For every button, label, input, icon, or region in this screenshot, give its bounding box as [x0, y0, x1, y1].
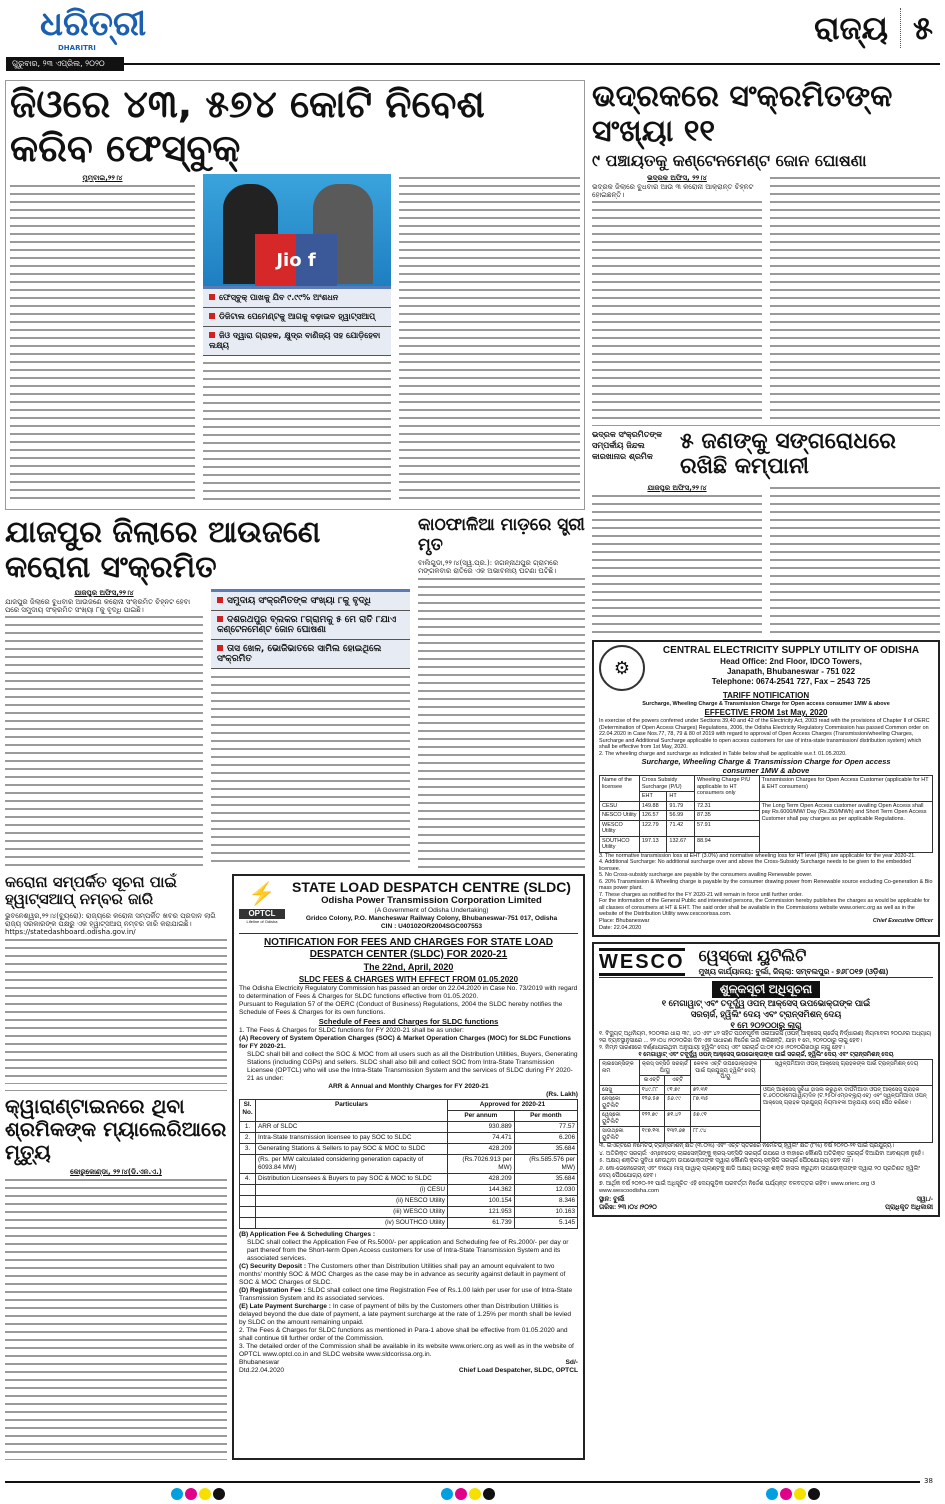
article-lead: ବାଲିଗୁଡା,୨୨।୪(ସ୍ୱ.ପ୍ର.): ଜଗନ୍ନାଥପୁର ଗ୍ରାମରେ ମଙ୍ଗଳବାର ରାତିରେ ଏକ ଅଭାବନୀୟ ଘଟଣା ଘଟିଛି। [418, 559, 585, 575]
transmission-tower-icon: ⚡ [248, 881, 276, 906]
table-header: ଏଚ୍‌ଟି [665, 1076, 691, 1086]
table-header: Transmission Charges for Open Access Customer (applicable for HT & EHT consumers) [759, 776, 932, 802]
table-cell: ୱେସ୍କୋ ୟୁଟିଲିଟି [600, 1111, 640, 1127]
article-body-text [770, 174, 940, 420]
section-title: (A) Recovery of System Operation Charges (SOC) & Market Operation Charges (MOC) for SLDC Functions for FY 2020-21. [239, 1035, 571, 1050]
table-cell: ARR of SLDC [256, 1122, 448, 1133]
table-cell [240, 1218, 256, 1229]
table-cell [240, 1207, 256, 1218]
date: ତାରିଖ: ୨୩।୦୪।୨୦୨୦ [599, 1203, 657, 1211]
article-body-text [770, 484, 940, 635]
table-cell: ୭୨.୩୧ [690, 1085, 760, 1095]
table-row [600, 801, 933, 811]
dateline: ମୁମ୍ବାଇ,୨୨।୪ [10, 174, 195, 183]
place: Bhubaneswar [239, 1359, 280, 1366]
article-bhadrak [592, 80, 940, 420]
table-row [240, 1218, 578, 1229]
dateline: ଯାଜପୁର ଅଫିସ,୨୨।୪ [5, 589, 203, 598]
table-cell: 132.67 [667, 836, 695, 852]
page-number: ୫ [900, 8, 933, 48]
table-cell: 72.31 [695, 801, 760, 811]
table-cell: 3. [240, 1144, 256, 1155]
table-cell: 57.91 [695, 820, 760, 836]
table-header: Cross Subsidy Surcharge (P/U) [639, 776, 694, 792]
table-cell: 122.79 [639, 820, 667, 836]
article-jio-facebook [5, 80, 585, 510]
notice-title: NOTIFICATION FOR FEES AND CHARGES FOR STATE LOAD DESPATCH CENTER (SLDC) FOR 2020-21 [263, 937, 554, 960]
place: Place: Bhubaneswar [599, 917, 650, 924]
article-body-text [418, 559, 585, 868]
table-row [240, 1196, 578, 1207]
table-header: EHT [639, 792, 667, 802]
note-item: 7. These charges as notified for the FY 2020-21 will remain in force until further order. [599, 891, 803, 898]
table-cell: 100.154 [447, 1196, 514, 1207]
table-cell: ୫୭.୯୧ [690, 1111, 760, 1127]
table-header: ଲାଇସେନ୍ସିଙ୍କ ନାମ [600, 1060, 640, 1086]
table-cell: ୯୧.୭୯ [665, 1085, 691, 1095]
highlight-item: ଡିଜିଟାଲ ପେମେଣ୍ଟକୁ ଆଗକୁ ବଢ଼ାଇବ ହ୍ୱାଟ୍ସଆପ୍ [203, 308, 391, 327]
section-title: (B) Application Fee & Scheduling Charges : [239, 1231, 376, 1238]
section-header [814, 8, 933, 48]
note-item: ୬. କୋ-ଜେନେରେସନ୍ ଏବଂ ବାୟୋ ମାସ୍ ପାୱାର୍ ପ୍ଲାଣ୍ଟକୁ ଛାଡି ଅକ୍ଷୟ ଉତ୍ସରୁ ଶକ୍ତି ହାସଲ କରୁଥିବା ଉପଭୋକ୍ତାଙ୍କ ଦ୍ୱାରା ୨୦ ପ୍ରତିଶତ ହ୍ୱିଲିଂ ଦେୟ ପୈଠଯୋଗ୍ୟ ହେବ। [599, 1165, 921, 1179]
table-cell: 149.88 [639, 801, 667, 811]
article-body-text [5, 1168, 227, 1460]
registration-marks [765, 1485, 821, 1504]
cesu-charges-table [599, 775, 933, 853]
paragraph: SLDC shall collect one time Registration Fee of Rs.1.00 lakh per user for use of Intra-State Transmission System and its associated services. [239, 1287, 573, 1302]
table-header: Name of the licensee [600, 776, 640, 802]
date: Dtd.22.04.2020 [239, 1367, 285, 1374]
table-header: Approved for 2020-21 [447, 1100, 577, 1111]
highlight-item: ସମୁଦାୟ ସଂକ୍ରମିତଙ୍କ ସଂଖ୍ୟା ୮କୁ ବୃଦ୍ଧି [211, 592, 410, 611]
table-cell: 12.030 [514, 1185, 577, 1196]
headline: କାଠଫାଳିଆ ମାଡ଼ରେ ସ୍ତ୍ରୀ ମୃତ [418, 515, 585, 555]
paragraph: ୨. ନିମ୍ନ ସାରଣୀରେ ବର୍ଣ୍ଣାଯାଇଥିବା ଅନୁଯାୟୀ ହ୍ୱିଲିଂ ଦେୟ ଏବଂ ସରଚାର୍ଜ ତା:୦୧।୦୫।୨୦୨୦ରିଖଠାରୁ ଲାଗୁ ହେବ। [599, 1044, 845, 1051]
registration-marks [170, 1485, 226, 1504]
wesco-charges-table [599, 1059, 933, 1143]
address: Janapath, Bhubaneswar - 751 022 [726, 667, 856, 676]
table-cell: 71.42 [667, 820, 695, 836]
notice-title: TARIFF NOTIFICATION [722, 691, 810, 700]
place: ସ୍ଥାନ: ବୁର୍ଲା [599, 1195, 625, 1203]
highlight-item: ତାସ ଖେଳ, ଭୋଜିଭାତରେ ସାମିଲ ହୋଇଥିଲେ ସଂକ୍ରମିତ [211, 640, 410, 669]
subheadline: ୯ ପଞ୍ଚାୟତକୁ କଣ୍ଟେନମେଣ୍ଟ ଜୋନ ଘୋଷଣା [592, 151, 867, 170]
notice-date: The 22nd, April, 2020 [363, 962, 454, 972]
table-row [240, 1133, 578, 1144]
org-status: (A Government of Odisha Undertaking) [374, 907, 489, 914]
note-item: 3. The normative transmission loss at EHT (3.0%) and normative wheeling loss for HT level (8%) are applicable for the year 2020-21. [599, 852, 916, 859]
phone: Telephone: 0674-2541 727, Fax – 2543 725 [711, 677, 871, 686]
table-cell: 5.145 [514, 1218, 577, 1229]
table-cell: (i) CESU [256, 1185, 448, 1196]
issue-date: ଗୁରୁବାର, ୨୩ ଏପ୍ରିଲ, ୨୦୨୦ [6, 57, 124, 71]
table-cell: ୫୬.୯୯ [665, 1095, 691, 1111]
table-cell: Generating Stations & Sellers to pay SOC & MOC to SLDC [256, 1144, 448, 1155]
table-cell: ୧୪୯.୮୮ [639, 1085, 664, 1095]
table-cell: 91.79 [667, 801, 695, 811]
signature: ସ୍ୱା./- [916, 1195, 933, 1203]
org-address: Gridco Colony, P.O. Mancheswar Railway Colony, Bhubaneswar-751 017, Odisha [305, 915, 558, 922]
highlight-item: ଦଶରଥପୁର ବ୍ଲକର ୮ଗ୍ରାମକୁ ୫ ମେ ରାତି ୮ଯାଏ କଣ୍ଟେନମେଣ୍ଟ ଜୋନ ଘୋଷଣା [211, 611, 410, 640]
article-whatsapp-number [5, 874, 227, 1084]
table-header: Wheeling Charge P/U applicable to HT consumers only [695, 776, 760, 802]
paragraph: 2. The Fees & Charges for SLDC functions as mentioned in Para-1 above shall be effective from 01.05.2020 and shall continue till further order of the Commission. [239, 1327, 568, 1342]
optcl-tagline: Lifeline of Odisha [246, 919, 278, 924]
dateline: କୋରୁକୋଣ୍ଡା, ୨୨।୪(ଡି.ଏନ.ଏ.) [5, 1168, 227, 1177]
paragraph: Pursuant to Regulation 57 of the OERC (Conduct of Business) Regulations, 2004 the SLDC hereby notifies the Schedule of Fees & Charges for its own functions. [239, 1001, 563, 1016]
headline: ୫ ଜଣଙ୍କୁ ସଙ୍ଗରୋଧରେ ରଖିଛି କମ୍ପାନୀ [680, 429, 896, 480]
optcl-logo [239, 879, 285, 931]
table-header: ସ୍ୱଳ୍ପମିଆଦୀ ଓପନ୍ ଆକ୍ସେସ୍ ଗ୍ରାହକଙ୍କ ପାଇଁ ଟ୍ରାନ୍ସମିଶନ୍ ଦେୟ [761, 1060, 933, 1086]
headline: ଯାଜପୁର ଜିଲାରେ ଆଉଜଣେ କରୋନା ସଂକ୍ରମିତ [5, 515, 321, 585]
article-body-text [592, 174, 762, 420]
table-cell: 10.163 [514, 1207, 577, 1218]
wesco-logo: WESCO [599, 948, 685, 976]
headline: ଭଦ୍ରକରେ ସଂକ୍ରମିତଙ୍କ ସଂଖ୍ୟା ୧୧ [592, 79, 893, 149]
table-cell: ସାଉଥ୍‌କୋ ୟୁଟିଲିଟି [600, 1127, 640, 1143]
table-row [240, 1207, 578, 1218]
photo-jio-facebook [203, 174, 391, 505]
article-body-text [399, 174, 580, 505]
cesu-title: CENTRAL ELECTRICITY SUPPLY UTILITY OF ODISHA [662, 645, 920, 656]
table-cell: SOUTHCO Utility [600, 836, 640, 852]
org-cin: CIN : U40102OR2004SGC007553 [380, 923, 483, 930]
headline: କ୍ୱାରାଣ୍ଟାଇନରେ ଥିବା ଶ୍ରମିକଙ୍କ ମ୍ୟାଲେରିଆରେ ମୃତ୍ୟୁ [5, 1094, 227, 1164]
table-cell: 126.57 [639, 811, 667, 821]
headline: କରୋନା ସମ୍ପର୍କିତ ସୂଚନା ପାଇଁ ହ୍ୱାଟ୍ସଆପ୍ ନମ୍ବର ଜାରି [5, 873, 177, 909]
article-lead: ଭୁବନେଶ୍ୱର,୨୨।୪(ବ୍ୟୁରୋ): ରାଜ୍ୟରେ କରୋନା ସମ୍ପର୍କିତ ଖବର ପ୍ରଦାନ ଲାଗି ରାଜ୍ୟ ସରକାରଙ୍କ ପକ୍ଷରୁ ଏକ ହ୍ୱାଟ୍ସଆପ୍ ନମ୍ବର ଜାରି କରାଯାଇଛି। https://statedashboard.odisha.gov.in/ [5, 912, 227, 936]
table-title: ୧ ମେଗାୱାଟ୍ ଏବଂ ତଦୂର୍ଦ୍ଧ୍ୱ ଓପନ୍ ଆକ୍ସେସ୍ ଉପଭୋକ୍ତାଙ୍କ ପାଇଁ ସରଚାର୍ଜ, ହ୍ୱିଲିଂ ଦେୟ ଏବଂ ଟ୍ରାନ୍ସମିଶନ୍ ଦେୟ [638, 1051, 894, 1058]
table-cell: 428.209 [447, 1174, 514, 1185]
note-item: 6. 20% Transmission & Wheeling charge is payable by the consumer drawing power from Renewable source excluding Co-generation & Bio mass power plant. [599, 878, 933, 891]
table-row [240, 1155, 578, 1174]
notice-subtitle: ସରଚାର୍ଜ, ହ୍ୱିଲିଂ ଦେୟ ଏବଂ ଟ୍ରାନ୍ସମିଶନ୍ ଦେୟ [690, 1008, 842, 1019]
note-item: 5. No Cross-subsidy surcharge are payable by the consumers availing Renewable power. [599, 872, 813, 878]
table-cell: 35.684 [514, 1174, 577, 1185]
article-lead: ଭଦ୍ରକ ଜିଲାରେ ବୁଧବାର ଆଉ ୩ କରୋନା ଆକ୍ରାନ୍ତ ଚିହ୍ନଟ ହୋଇଛନ୍ତି। [592, 183, 762, 199]
org-name: Odisha Power Transmission Corporation Limited [321, 895, 542, 906]
notice-effect: SLDC FEES & CHARGES WITH EFFECT FROM 01.05.2020 [298, 975, 519, 984]
section-title: (E) Late Payment Surcharge : [239, 1303, 331, 1310]
section-title: ରାଜ୍ୟ [814, 9, 889, 47]
table-header: Per annum [447, 1111, 514, 1122]
table-cell: (ii) NESCO Utility [256, 1196, 448, 1207]
note-item: ୭. ଆର୍ଥିକ ବର୍ଷ ୨୦୨୦-୨୧ ପାଇଁ ଅଧିସୂଚିତ ଏହି ଦେୟଗୁଡ଼ିକ ପରବର୍ତ୍ତୀ ନିର୍ଦ୍ଦେଶ ପର୍ଯ୍ୟନ୍ତ ବଳବତ୍ତର ରହିବ। www.orierc.org ଓ www.wescoodisha.com [599, 1180, 875, 1194]
table-cell: 88.94 [695, 836, 760, 852]
table-cell: 197.13 [639, 836, 667, 852]
table-cell: Intra-State transmission licensee to pay SOC to SLDC [256, 1133, 448, 1144]
notice-subtitle: ୧ ମେଗାୱାଟ୍ ଏବଂ ତଦୂର୍ଦ୍ଧ୍ୱ ଓପନ୍ ଆକ୍ସେସ୍ ଉପଭୋକ୍ତାଙ୍କ ପାଇଁ [661, 997, 871, 1008]
table-cell: 4. [240, 1174, 256, 1185]
article-body-text [211, 673, 410, 868]
signatory: ପ୍ରାଧିକୃତ ଅଧିକାରୀ [885, 1203, 933, 1211]
dateline: ଯାଜପୁର ଅଫିସ,୨୨।୪ [592, 484, 762, 493]
note-item: ୫. ଅକ୍ଷୟ ଶକ୍ତିର ସୁବିଧା ନେଉଥିବା ଉପଭୋକ୍ତାଙ୍କ ଦ୍ୱାରା କୌଣସି କ୍ରସ୍-ସବ୍‌ସିଡି ସରଚାର୍ଜ ପୈଠଯୋଗ୍ୟ ହେବ ନାହିଁ। [599, 1158, 853, 1164]
table-cell: ୧୩୨.୬୭ [665, 1127, 691, 1143]
table-cell: (iii) WESCO Utility [256, 1207, 448, 1218]
table-row [240, 1122, 578, 1133]
table-cell: ୮୭.୩୫ [690, 1095, 760, 1111]
address: ମୁଖ୍ୟ କାର୍ଯ୍ୟାଳୟ: ବୁର୍ଲା, ଜିଲ୍ଲା: ସମ୍ବଲପୁର - ୭୬୮୦୧୭ (ଓଡ଼ିଶା) [698, 966, 889, 976]
paragraph: In case of payment of bills by the Customers other than Distribution Utilities is delayed beyond the due date of payment, a late payment surcharge at the rate of 1.25% per month shall be levied by SLDC on the amount remaining unpaid. [239, 1303, 572, 1326]
table-row [240, 1185, 578, 1196]
table-title: Surcharge, Wheeling Charge & Transmission Charge for Open access consumer 1MW & above [641, 757, 891, 775]
table-cell: NESCO Utility [600, 811, 640, 821]
note-item: ୩. ଇଏଚ୍‌ଟିରେ ନର୍ମେଟିଭ୍ ଟ୍ରାନ୍ସମିଶନ୍ କ୍ଷତି (୩.୦%) ଏବଂ ଏଚ୍‌ଟି ସ୍ତରରେ ନର୍ମେଟିଭ୍ ହ୍ୱିଲିଂ କ୍ଷତି (୮%) ବର୍ଷ ୨୦୨୦-୨୧ ପାଇଁ ପ୍ରଯୁଜ୍ୟ। [599, 1143, 895, 1149]
table-cell: 2. [240, 1133, 256, 1144]
sldc-title: STATE LOAD DESPATCH CENTRE (SLDC) [292, 879, 571, 895]
signature: Sd/- [565, 1359, 578, 1366]
note-item: 4. Additional Surcharge: No additional surcharge over and above the Cross-Subsidy Surcharge needs to be given to the embedded licensee. [599, 859, 912, 872]
table-cell: ସେସୁ [600, 1085, 640, 1095]
table-cell [240, 1155, 256, 1174]
schedule-title: Schedule of Fees and Charges for SLDC functions [318, 1017, 499, 1026]
article-kathphalia [418, 516, 585, 868]
effective-date: ୧ ମେ ୨୦୨୦ଠାରୁ ଲାଗୁ [730, 1019, 802, 1030]
table-cell [240, 1196, 256, 1207]
paragraph: 2. The wheeling charge and surcharge as indicated in Table below shall be applicable w.e.f. 01.05.2020. [599, 750, 847, 757]
highlight-item: ଜିଓ ଦ୍ୱାରା ଗ୍ରାହକ, କ୍ଷୁଦ୍ର ବାଣିଜ୍ୟ ସହ ଯୋଡ଼ିହେବା ଲକ୍ଷ୍ୟ [203, 327, 391, 356]
left-column [5, 80, 585, 1460]
masthead-rule [124, 63, 940, 65]
article-jajpur [5, 516, 410, 868]
dateline: ଭଦ୍ରକ ଅଫିସ, ୨୨।୪ [592, 174, 762, 183]
paragraph: ୧. ବିଦ୍ୟୁତ୍ ଅଧିନିୟମ, ୨୦୦୩ର ଧାରା ୩୯, ୪୦ ଏବଂ ୪୨ ସହିତ ପଠନପୂର୍ବକ ଓଇଆରସି (ଓପନ୍ ଆକ୍ସେସ୍ ଚାର୍ଜେସ୍ ନିର୍ଦ୍ଧାରଣ) ନିୟମାବଳୀ ୨୦୦୬ର ଅଧ୍ୟାୟ ୨ର ବ୍ୟବସ୍ଥାନୁସାରେ ... ୨୨।୦୪।୨୦୨୦ରିଖ ଦିନ ଏକ ସାଧାରଣ ନିର୍ଦ୍ଦେଶ ଜାରି କରିଛନ୍ତି, ଯାହା ୧ ମେ, ୨୦୨୦ଠାରୁ ଲାଗୁ ହେବ। [599, 1030, 931, 1044]
sldc-charges-table [239, 1099, 578, 1229]
paragraph: 1. The Fees & Charges for SLDC functions for FY 2020-21 shall be as under: [239, 1027, 464, 1034]
table-row [240, 1174, 578, 1185]
signatory: Chief Executive Officer [872, 917, 933, 924]
table-row [600, 1085, 933, 1095]
table-header: HT [667, 792, 695, 802]
table-cell: 930.889 [447, 1122, 514, 1133]
table-cell: 6.206 [514, 1133, 577, 1144]
article-body-text [5, 912, 227, 1085]
optcl-logo-text: OPTCL [239, 909, 285, 919]
table-cell: 121.953 [447, 1207, 514, 1218]
table-header: କେବଳ ଏଚ୍‌ଟି ଉପଭୋକ୍ତାଙ୍କ ପାଇଁ ପ୍ରଯୁଜ୍ୟ ହ୍ୱିଲିଂ ଦେୟ ପି/ୟୁ [690, 1060, 760, 1086]
table-cell: 61.739 [447, 1218, 514, 1229]
article-quarantine-malaria [5, 1090, 227, 1460]
table-cell: ୧୨୬.୫୭ [639, 1095, 664, 1111]
registration-marks [440, 1485, 496, 1504]
transmission-charge-text: The Long Term Open Access customer availing Open Access shall pay Rs.6000/MW/ Day (Rs.250/MWh) and Short Term Open Access Customer shall pay charges as per applicable Regulations. [759, 801, 932, 852]
article-lead: ଯାଜପୁର ଜିଲାରେ ବୁଧବାର ଆଉଜଣେ କରୋନା ସଂକ୍ରମିତ ଚିହ୍ନଟ ହେବା ପରେ ସମୁଦାୟ ସଂକ୍ରମିତ ସଂଖ୍ୟା ୮କୁ ବୃଦ୍ଧି ପାଇଛି। [5, 598, 203, 614]
paragraph: In exercise of the powers conferred under Sections 39,40 and 42 of the Electricity Act, 2003 read with the provisions of Chapter II of OERC (Determination of Open Access Charges) Regulations, 2006, the Odisha Electricity Regulatory Commission has passed Common order on 22.04.2020 in Case Nos.77, 78, 79 & 80 of 2019 with regard to approval of Open Access Charges (Transmission/wheeling Charges, Surcharge and Additional Surcharge applicable to open access customers for use of intra-state transmission/ distribution system) which shall be effective from 1st May, 2020. [599, 718, 930, 750]
table-cell: (Rs.585.576 per MW) [514, 1155, 577, 1174]
table-cell: 35.684 [514, 1144, 577, 1155]
cesu-advertisement [592, 640, 940, 937]
jio-facebook-logo-cube: Jio f [255, 234, 337, 286]
table-title: ARR & Annual and Monthly Charges for FY 2020-21 [328, 1083, 489, 1090]
notice-title: ଶୁଳ୍କସୂଚୀ ଅଧିସୂଚନା [712, 981, 820, 998]
table-cell: WESCO Utility [600, 820, 640, 836]
article-body-text [10, 174, 195, 505]
table-header: Particulars [256, 1100, 448, 1122]
transmission-charge-text: ଓପନ୍ ଆକ୍ସେସ୍ ସୁବିଧା ହାସଲ କରୁଥିବା ଦୀର୍ଘମିଆଦୀ ଓପନ୍ ଆକ୍ସେସ୍ ଗ୍ରାହକ ଟ.୬୦୦୦/ମେଗାୱାଟ୍/ଦିନ (ଟ.୨୫୦/ଏମ୍‌ଡବ୍ଲ୍ୟୁଏଚ୍) ଏବଂ ସ୍ୱଳ୍ପମିଆଦୀ ଓପନ୍ ଆକ୍ସେସ୍ ଗ୍ରାହକ ପ୍ରଯୁଜ୍ୟ ନିୟମାବଳୀ ଅନୁଯାୟୀ ଦେୟ ପୈଠ କରିବେ। [761, 1085, 933, 1143]
table-cell: ୮୮.୯୪ [690, 1127, 760, 1143]
table-cell: 428.209 [447, 1144, 514, 1155]
table-unit: (Rs. Lakh) [546, 1091, 578, 1098]
table-cell: ୧୨୨.୭୯ [639, 1111, 664, 1127]
table-cell: 77.57 [514, 1122, 577, 1133]
paragraph: The Customers other than Distribution Utilities shall pay an amount equivalent to two months' monthly SOC & MOC Charges as the case may be in advance as security against default in payment of SOC & MOC Charges of SLDC. [239, 1263, 566, 1286]
newspaper-logo: ଧରିତ୍ରୀ [40, 4, 147, 44]
kicker: ଭଦ୍ରକ ସଂକ୍ରମିତଙ୍କ ସମ୍ପର୍କୀୟ ଜିନ୍ଦଲ କାରଖାନାର ଶ୍ରମିକ [592, 430, 663, 461]
table-header: Sl. No. [240, 1100, 256, 1122]
table-header: କ୍ରସ୍ ସବ୍‌ସିଡି ସରଚାର୍ଜ ପି/ୟୁ [639, 1060, 690, 1076]
footer-rule [5, 1481, 920, 1483]
sldc-advertisement [232, 874, 585, 1460]
article-highlights [203, 286, 391, 356]
paragraph: 3. The detailed order of the Commission shall be available in its website www.orierc.org as well as in the website of OPTCL www.optcl.co.in and SLDC website www.sldcorissa.org.in. [239, 1343, 574, 1358]
section-title: (D) Registration Fee : [239, 1287, 306, 1294]
paragraph: SLDC shall bill and collect the SOC & MOC from all users such as all the Distribution Utilities, Buyers, Generating Stations (including CGPs) and sellers. SLDC shall also bill and collect SOC from Intra-State Transmission Licensee (OPTCL) who will use the Intra-State Transmission System and the services of SLDC during FY 2020-21 as under: [247, 1051, 578, 1082]
signatory: Chief Load Despatcher, SLDC, OPTCL [458, 1367, 578, 1374]
notice-subtitle: Surcharge, Wheeling Charge & Transmission Charge for Open access consumer 1MW & above [642, 701, 890, 707]
cesu-seal-icon: ⚙ [599, 645, 645, 691]
paragraph: SLDC shall collect the Application Fee of Rs.5000/- per application and Scheduling fee of Rs.2000/- per day or part thereof from the Short-term Open Access customers for use of Intra-State Transmission System and its associated services. [247, 1239, 569, 1262]
table-cell: 74.471 [447, 1133, 514, 1144]
article-body-text [203, 359, 391, 505]
table-cell: (iv) SOUTHCO Utility [256, 1218, 448, 1229]
wesco-title: ୱେସ୍କୋ ୟୁଟିଲିଟି [698, 947, 807, 965]
section-title: (C) Security Deposit : [239, 1263, 307, 1270]
effective-date: EFFECTIVE FROM 1st May, 2020 [704, 708, 828, 717]
table-header: ଇଏଚ୍‌ଟି [639, 1076, 664, 1086]
newspaper-logo-sub: DHARITRI [58, 44, 96, 52]
wesco-advertisement [592, 942, 940, 1217]
table-cell: 8.346 [514, 1196, 577, 1207]
article-body-text [5, 589, 203, 868]
office: Head Office: 2nd Floor, IDCO Towers, [720, 657, 862, 666]
page-code: 38 [924, 1477, 933, 1485]
table-cell: ୧୯୭.୧୩ [639, 1127, 664, 1143]
table-cell: ୭୧.୪୨ [665, 1111, 691, 1127]
article-highlights [211, 589, 410, 669]
table-row [240, 1144, 578, 1155]
highlight-item: ଫେସ୍‌ବୁକ୍ ପାଖକୁ ଯିବ ୯.୯୯% ଅଂଶଧନ [203, 289, 391, 308]
table-cell: CESU [600, 801, 640, 811]
table-cell: 144.362 [447, 1185, 514, 1196]
headline: ଜିଓରେ ୪୩, ୫୭୪ କୋଟି ନିବେଶ କରିବ ଫେସ୍‌ବୁକ୍ [10, 82, 485, 170]
paragraph: The Odisha Electricity Regulatory Commission has passed an order on 22.04.2020 in Case No. 73/2019 with regard to determination of Fees & Charges for SLDC functions effective from 01.05.2020. [239, 985, 578, 1000]
article-jindal-quarantine [592, 425, 940, 635]
date: Date: 22.04.2020 [599, 924, 642, 931]
table-cell: 87.35 [695, 811, 760, 821]
right-column [592, 80, 940, 1217]
table-cell: Distribution Licensees & Buyers to pay SOC & MOC to SLDC [256, 1174, 448, 1185]
table-cell: (Rs.7026.913 per MW) [447, 1155, 514, 1174]
paragraph: For the information of the General Public and interested persons, the Commission hereby publishes the charges as would be applicable for all classes of consumers at HT & EHT. The said order shall be available in the Commissions website www.orierc.org as well as in the website of the Distribution Utility www.cescoorissa.com. [599, 898, 930, 917]
table-cell: (Rs. per MW calculated considering generation capacity of 6093.84 MW) [256, 1155, 448, 1174]
table-cell: ନେସ୍କୋ ୟୁଟିଲିଟି [600, 1095, 640, 1111]
table-cell: 56.99 [667, 811, 695, 821]
table-header: Per month [514, 1111, 577, 1122]
note-item: ୪. ଅତିରିକ୍ତ ସରଚାର୍ଜ: ଏମ୍ବେଡେଡ୍ ଲାଇସେନ୍ସିଙ୍କୁ କ୍ରସ୍-ସବ୍‌ସିଡି ସରଚାର୍ଜ ଉପରେ ଓ ବାହାରେ କୌଣସି ଅତିରିକ୍ତ ସରଚାର୍ଜ ଦିଆଯିବା ଆବଶ୍ୟକ ନୁହେଁ। [599, 1150, 924, 1157]
article-body-text [592, 484, 762, 635]
table-cell: 1. [240, 1122, 256, 1133]
table-cell [240, 1185, 256, 1196]
